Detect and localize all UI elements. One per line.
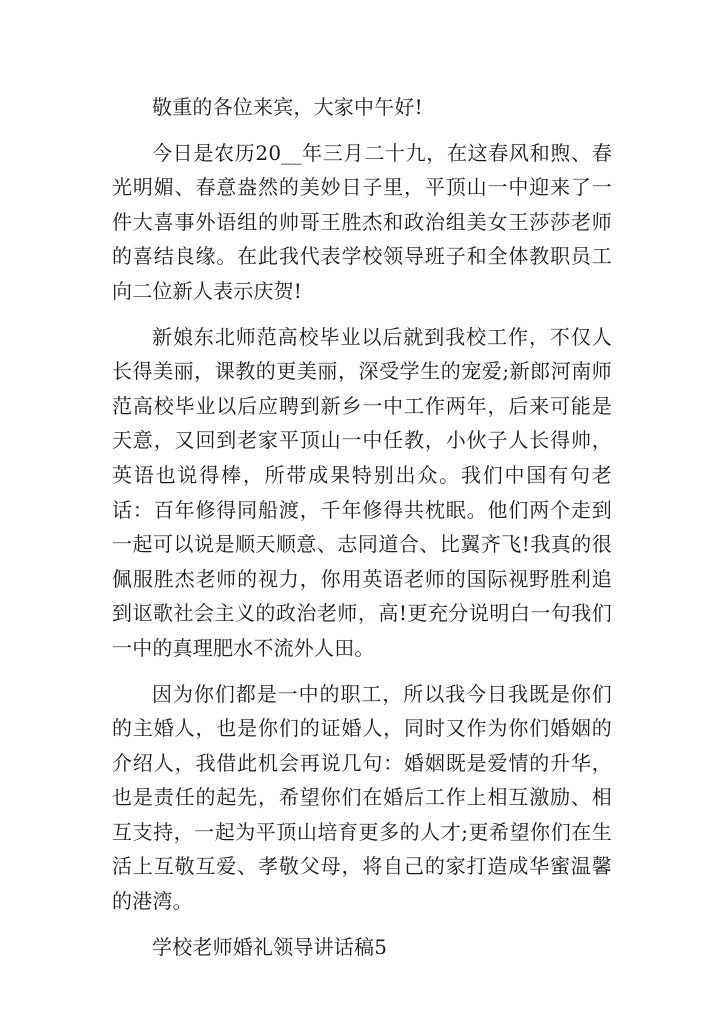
greeting-paragraph: 敬重的各位来宾，大家中午好!	[152, 95, 423, 119]
section-heading: 学校老师婚礼领导讲话稿5	[152, 934, 388, 959]
body-paragraph-3: 因为你们都是一中的职工，所以我今日我既是你们的主婚人，也是你们的证婚人，同时又作为你们婚姻的介绍人，我借此机会再说几句：婚姻既是爱情的升华，也是责任的起先，希望你们在婚后工作上相互激励、相互支持，一起为平顶山培育更多的人才;更希望你们在生活上互敬互爱、孝敬父母，将自己的家打造成华蜜温馨的港湾。	[112, 681, 612, 914]
body-paragraph-1: 今日是农历20__年三月二十九，在这春风和煦、春光明媚、春意盎然的美妙日子里，平顶山一中迎来了一件大喜事外语组的帅哥王胜杰和政治组美女王莎莎老师的喜结良缘。在此我代表学校领导班子和全体教职员工向二位新人表示庆贺!	[112, 140, 612, 303]
document-body	[112, 90, 612, 975]
body-paragraph-2: 新娘东北师范高校毕业以后就到我校工作，不仅人长得美丽，课教的更美丽，深受学生的宠爱;新郎河南师范高校毕业以后应聘到新乡一中工作两年，后来可能是天意，又回到老家平顶山一中任教，小伙子人长得帅，英语也说得棒，所带成果特别出众。我们中国有句老话：百年修得同船渡，千年修得共枕眠。他们两个走到一起可以说是顺天顺意、志同道合、比翼齐飞!我真的很佩服胜杰老师的视力，你用英语老师的国际视野胜利追到讴歌社会主义的政治老师，高!更充分说明白一句我们一中的真理肥水不流外人田。	[112, 324, 612, 660]
